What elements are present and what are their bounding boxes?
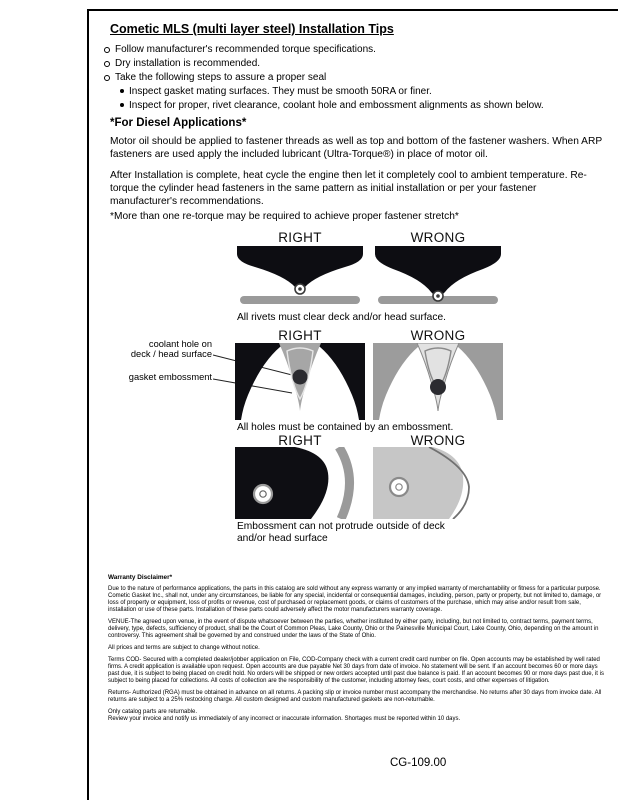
page-number-code: CG-109.00 [390,757,447,769]
open-bullet-icon [104,47,110,53]
row2-wrong-label: WRONG [410,328,466,343]
row2-right-label: RIGHT [278,328,322,343]
tip-item [104,58,544,70]
diagram-protrusion-wrong-panel [373,447,503,519]
row3-right-label: RIGHT [278,433,322,448]
tip-text: Inspect gasket mating surfaces. They must be smooth 50RA or finer. [129,86,432,97]
row3-caption: Embossment can not protrude outside of deck and/or head surface [237,521,445,544]
diagram-rivet-right-panel [235,246,365,310]
retorque-note: *More than one re-torque may be required to achieve proper fastener stretch* [110,211,459,222]
legal-paragraph: Returns- Authorized (RGA) must be obtained in advance on all returns. A packing slip or invoice number must accompany the merchandise. No returns after 30 days from invoice date. All returns are subject to a 25% restocking charge. All custom designed and custom manufactured gaskets are non-returnable. [108,690,602,703]
diagram-embossment-wrong-panel [373,343,503,420]
gasket-embossment-annotation: gasket embossment [128,372,212,382]
legal-paragraph: Only catalog parts are returnable. [108,709,198,715]
page-title: Cometic MLS (multi layer steel) Installation Tips [110,22,394,36]
row1-wrong-label: WRONG [410,230,466,245]
open-bullet-icon [104,61,110,67]
open-bullet-icon [104,75,110,81]
diagram-embossment-right-panel [235,343,365,420]
filled-bullet-icon [120,103,124,107]
legal-disclaimer-block [108,574,608,728]
legal-paragraph: All prices and terms are subject to change without notice. [108,645,260,651]
tip-sub-item [120,86,544,98]
row1-caption: All rivets must clear deck and/or head surface. [237,312,446,323]
page-border-top [88,9,618,11]
diagram-rivet-wrong-panel [373,246,503,310]
tip-item [104,44,544,56]
row3-wrong-label: WRONG [410,433,466,448]
tip-text: Follow manufacturer's recommended torque specifications. [115,44,376,55]
tip-text: Dry installation is recommended. [115,58,261,69]
tips-list [104,44,544,114]
legal-paragraph: Review your invoice and notify us immediately of any incorrect or inaccurate information. Shortages must be reported within 10 days. [108,716,461,722]
legal-paragraph: Due to the nature of performance applications, the parts in this catalog are sold without any express warranty or any implied warranty of merchantability or fitness for a particular purpose. Cometic Gasket Inc., shall not, under any circumstances, be liable for any special, incidental or consequential damages, including, person, party or property, but not limited to, damage, or loss of property or equipment, loss of profits or revenue, cost of purchased or replacement goods, or claims of customers of the purchase, which may arise and/or result from sale, installation or use of these parts. Installation of these parts could adversely affect the motor manufacturers warranty coverage. [108,586,602,613]
tip-sub-item [120,100,544,112]
diagram-protrusion-right-panel [235,447,365,519]
warranty-disclaimer-heading: Warranty Disclaimer* [108,574,173,581]
filled-bullet-icon [120,89,124,93]
diesel-paragraph-2: After Installation is complete, heat cycle the engine then let it completely cool to ambient temperature. Re-torque the cylinder head fasteners in the same pattern as initial installation or per your fastener manufacturer's recommendations. [110,170,587,207]
row2-caption: All holes must be contained by an embossment. [237,422,454,433]
coolant-hole-annotation: coolant hole on deck / head surface [130,339,212,359]
tip-text: Inspect for proper, rivet clearance, coolant hole and embossment alignments as shown below. [129,100,544,111]
legal-paragraph: VENUE-The agreed upon venue, in the event of dispute whatsoever between the parties, whether instituted by either party, including, but not limited to, contract terms, payment terms, delivery, type, defects, sufficiency of product, shall be the Court of Common Pleas, Lake County, Ohio or the Painesville Municipal Court, Lake County, Ohio, depending on the amount in controversy. This agreement shall be governed by and construed under the laws of the State of Ohio. [108,619,599,639]
legal-paragraph: Terms COD- Secured with a completed dealer/jobber application on File, COD-Company check with a current credit card number on file. Open accounts may be established by well rated firms. A credit application is available upon request. Open accounts are due payable Net 30 days from date of invoice. No statement will be sent. If an account becomes 60 or more days past due, it is subject to being placed on credit hold. No orders will be shipped or new orders accepted until past due balance is paid. If an account becomes 90 or more days past due, it is subject to being placed for collections. All costs of collection are the responsibility of the customer, including attorney fees, court costs, and other expenses of litigation. [108,657,604,684]
page-border-left [87,9,89,800]
diesel-applications-heading: *For Diesel Applications* [110,117,247,129]
tip-item [104,72,544,84]
row1-right-label: RIGHT [278,230,322,245]
diesel-paragraph-1: Motor oil should be applied to fastener threads as well as top and bottom of the fastener washers. When ARP fasteners are used apply the included lubricant (Ultra-Torque®) in place of motor oil. [110,136,602,160]
tip-text: Take the following steps to assure a proper seal [115,72,327,83]
